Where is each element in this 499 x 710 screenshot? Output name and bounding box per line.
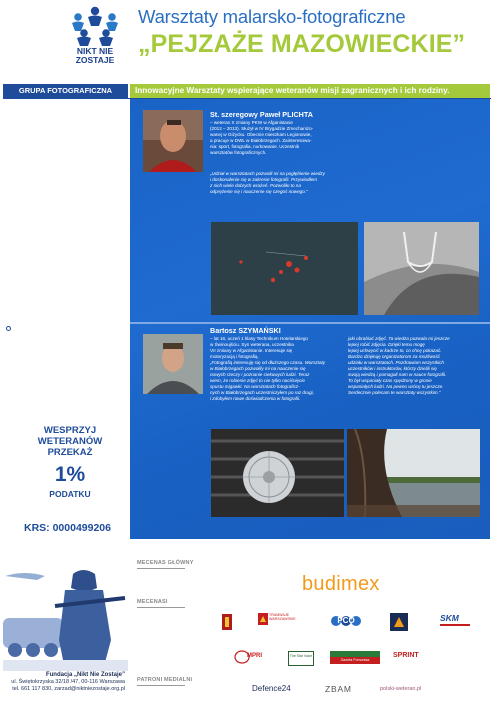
portrait-person2 <box>143 334 203 394</box>
patron-logo-pco: PCO <box>330 613 362 634</box>
people-circle-icon <box>62 5 128 49</box>
patrons-label: MECENASI <box>137 599 168 605</box>
patron-logo-1 <box>220 612 234 632</box>
photo-hanging-shirt <box>364 222 479 315</box>
person2-quote-right: jaki obrabiać zdjęć. Ta wiedza pozwala mi jeszcze lepiej robić zdjęcia. Dzięki temu mogę lepiej uchwycić w kadrze to, co chcę pokazać. Bardzo dziękuję organizatorom za możliwość udziału w warsztatach. Pozdrawiam wszystkich uczestników i instruktorów, którzy dzielili się swoją wiedzą i pomagali nam w nauce fotografii. To był wspaniały czas spędzony w gronie wspaniałych ludzi. Na pewno wrócę tu jeszcze. Serdecznie polecam te warsztaty wszystkim.” <box>348 336 450 395</box>
patron-logo-tramwaje: TRAMWAJE WARSZAWSKIE <box>258 612 294 636</box>
person1-name: St. szeregowy Paweł PLICHTA <box>210 110 313 119</box>
poster-title: „PEJZAŻE MAZOWIECKIE” <box>138 30 466 58</box>
soldier-graphic <box>3 556 128 671</box>
divider <box>137 568 185 569</box>
panel-divider <box>130 322 490 324</box>
person2-name: Bartosz SZYMAŃSKI <box>210 326 281 335</box>
bullet-marker <box>6 326 11 331</box>
person2-bio: – lat 16, uczeń 1 klasy Technikum Hotelarskiego w Świnoujściu. Syn weterana, uczestnika VII zmiany w Afganistanie. Interesuje się motoryzacją i fotografią. <box>210 336 308 359</box>
media-logo-starvoice: The Star Voice <box>288 651 314 666</box>
main-patron-label: MECENAS GŁÓWNY <box>137 560 194 566</box>
media-logo-sprint: SPRINT <box>393 652 419 659</box>
budimex-logo: budimex <box>302 573 380 595</box>
media-logo-zbam: ZBAM <box>325 684 352 694</box>
media-logo-defence24: Defence24 <box>252 684 291 693</box>
group-label-band: GRUPA FOTOGRAFICZNA <box>3 84 128 98</box>
krs-number: KRS: 0000499206 <box>24 522 111 534</box>
tagline-band: Innowacyjne Warsztaty wspierające weteranów misji zagranicznych i ich rodziny. <box>130 84 490 98</box>
photo-fan <box>211 429 344 517</box>
person2-quote-left: „Fotografią interesuję się od dłuższego czasu. Warsztaty w Białobrzegach pozwoliły mi na nauczenie się nowych rzeczy i poznanie ciekawych ludzi. Teraz wiem, że robienie zdjęć to nie tylko naciśnięcie spustu migawki. Na warsztatach fotograficz- nych w Białobrzegach uczestniczyłem po raz drugi, i zdobyłem nowe doświadczenia w fotografii. <box>210 360 326 401</box>
logo-text: NIKT NIE ZOSTAJE <box>75 46 115 65</box>
person1-bio: – weteran X zmiany PKW w Afganistanie (2012 – 2013). Służył w IV Brygadzie Zmechanizo- wanej w Giżycku. Obecnie mieszkam Legionowie, a pracuje w DWL w Białobrzegach. Zainteresowa- nia: sport, fotografia, nurkowanie. Uczestnik warsztatów fotograficznych. <box>210 120 314 155</box>
poster-subtitle: Warsztaty malarsko-fotograficzne <box>138 6 406 27</box>
media-logo-gazeta: Gazeta Pomorska <box>330 651 380 665</box>
portrait-person1 <box>143 110 203 172</box>
photo-water-flowers <box>211 222 358 315</box>
media-logo-polski-weteran: polski-weteran.pl <box>380 686 422 692</box>
person1-quote: „Udział w warsztatach pozwolił mi na pogłębienie wiedzy i doskonalenie się w zakresie fotografii. Przywiodłem z nich wiele dobrych wrażeń. Pozwoliło to na odprężenie się i nauczenie się czegoś nowego.” <box>210 171 325 194</box>
percent-value: 1% <box>54 463 86 486</box>
divider <box>137 607 185 608</box>
photo-tree-lake <box>347 429 480 517</box>
patron-logo-skm: SKM <box>440 613 470 626</box>
support-box: WESPRZYJ WETERANÓW PRZEKAŻ 1% PODATKU <box>20 425 120 500</box>
foundation-contact: Fundacja „Nikt Nie Zostaje” ul. Świętokrzyska 32/18 /47, 00-116 Warszawa tel. 661 117 830, zarzad@niktniezostaje.org.pl <box>11 672 125 692</box>
patron-logo-4 <box>390 613 408 631</box>
divider <box>137 685 185 686</box>
media-logo-mpri: MPRI <box>234 650 268 669</box>
media-patrons-label: PATRONI MEDIALNI <box>137 677 193 683</box>
